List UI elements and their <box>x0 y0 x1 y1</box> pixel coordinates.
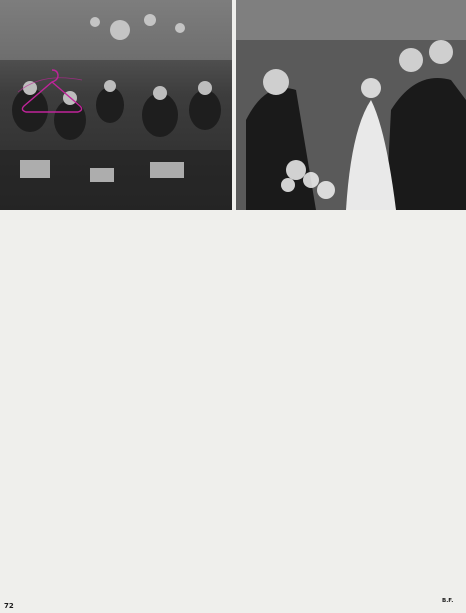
photo-fashion-show-crowd-illustration <box>0 0 232 210</box>
article-column-2 <box>162 232 307 598</box>
photo-couple-with-model <box>236 0 466 210</box>
article-column-3 <box>316 232 461 598</box>
article-column-1 <box>8 232 153 598</box>
photo-fashion-show-crowd <box>0 0 232 210</box>
page-number: 72 <box>4 602 14 610</box>
photo-couple-with-model-illustration <box>236 0 466 210</box>
author-signature: B.F. <box>442 598 454 604</box>
